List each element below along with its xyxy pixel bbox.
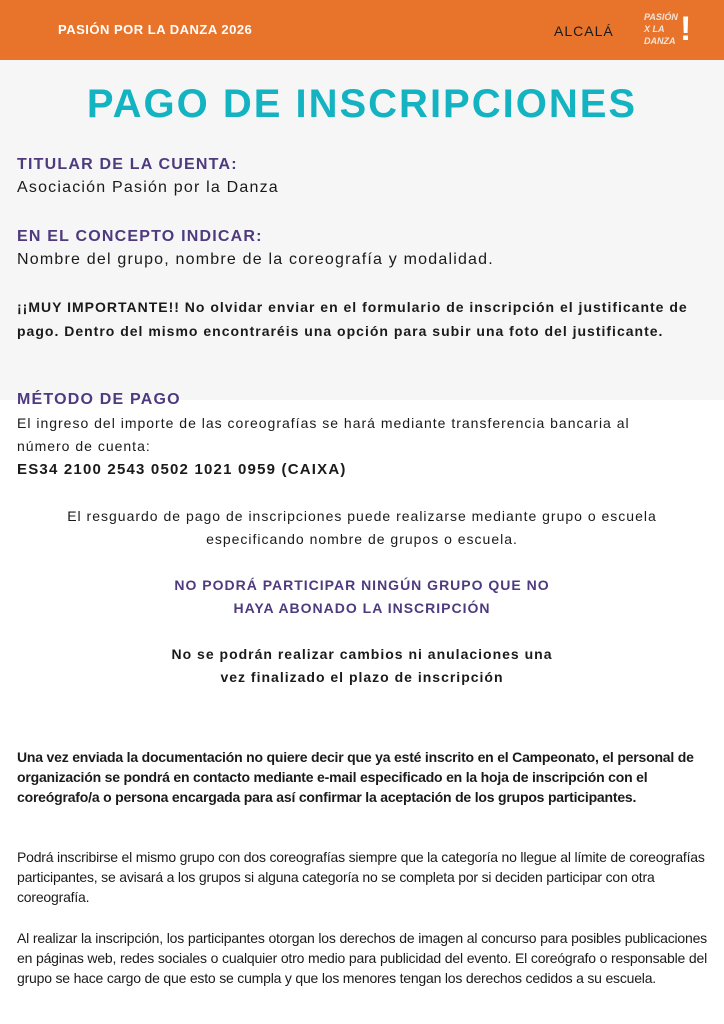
metodo-text: El ingreso del importe de las coreografías se hará mediante transferencia bancaria al número de cuenta: xyxy=(17,415,630,454)
paragraph-two-choreographies: Podrá inscribirse el mismo grupo con dos coreografías siempre que la categoría no llegue al límite de coreografías participantes, se avisará a los grupos si alguna categoría no se completa por si deciden participar con otra coreografía. xyxy=(17,849,705,905)
warning-line-2: HAYA ABONADO LA INSCRIPCIÓN xyxy=(233,600,491,616)
resguardo-text: El resguardo de pago de inscripciones puede realizarse mediante grupo o escuela especificando nombre de grupos o escuela. xyxy=(67,508,657,547)
concepto-text: Nombre del grupo, nombre de la coreografía y modalidad. xyxy=(17,251,494,268)
no-changes-line-1: No se podrán realizar cambios ni anulaciones una xyxy=(171,646,553,662)
page-title: PAGO DE INSCRIPCIONES xyxy=(86,82,638,126)
metodo-heading: MÉTODO DE PAGO xyxy=(17,391,181,408)
titular-heading: TITULAR DE LA CUENTA: xyxy=(17,156,238,173)
city-name: ALCALÁ xyxy=(554,23,614,39)
important-note: ¡¡MUY IMPORTANTE!! No olvidar enviar en el formulario de inscripción el justificante de pago. Dentro del mismo encontraréis una opción para subir una foto del justificante. xyxy=(17,299,688,339)
event-name: PASIÓN POR LA DANZA 2026 xyxy=(58,22,253,37)
header-bar xyxy=(0,0,724,60)
warning-line-1: NO PODRÁ PARTICIPAR NINGÚN GRUPO QUE NO xyxy=(174,577,550,593)
no-changes-line-2: vez finalizado el plazo de inscripción xyxy=(220,669,504,685)
paragraph-image-rights: Al realizar la inscripción, los participantes otorgan los derechos de imagen al concurso para posibles publicaciones en páginas web, redes sociales o cualquier otro medio para publicidad del evento. El coreógrafo o responsable del grupo se hace cargo de que esto se cumpla y que los menores tengan los derechos cedidos a su escuela. xyxy=(17,930,707,986)
paragraph-confirmation: Una vez enviada la documentación no quiere decir que ya esté inscrito en el Campeonato, el personal de organización se pondrá en contacto mediante e-mail especificado en la hoja de inscripción con el coreógrafo/a o persona encargada para así confirmar la aceptación de los grupos participantes. xyxy=(17,749,694,805)
concepto-heading: EN EL CONCEPTO INDICAR: xyxy=(17,228,263,245)
pasion-por-la-danza-logo: PASIÓN X LA DANZA ! xyxy=(644,10,692,48)
iban: ES34 2100 2543 0502 1021 0959 (CAIXA) xyxy=(17,461,347,478)
titular-text: Asociación Pasión por la Danza xyxy=(17,179,279,196)
